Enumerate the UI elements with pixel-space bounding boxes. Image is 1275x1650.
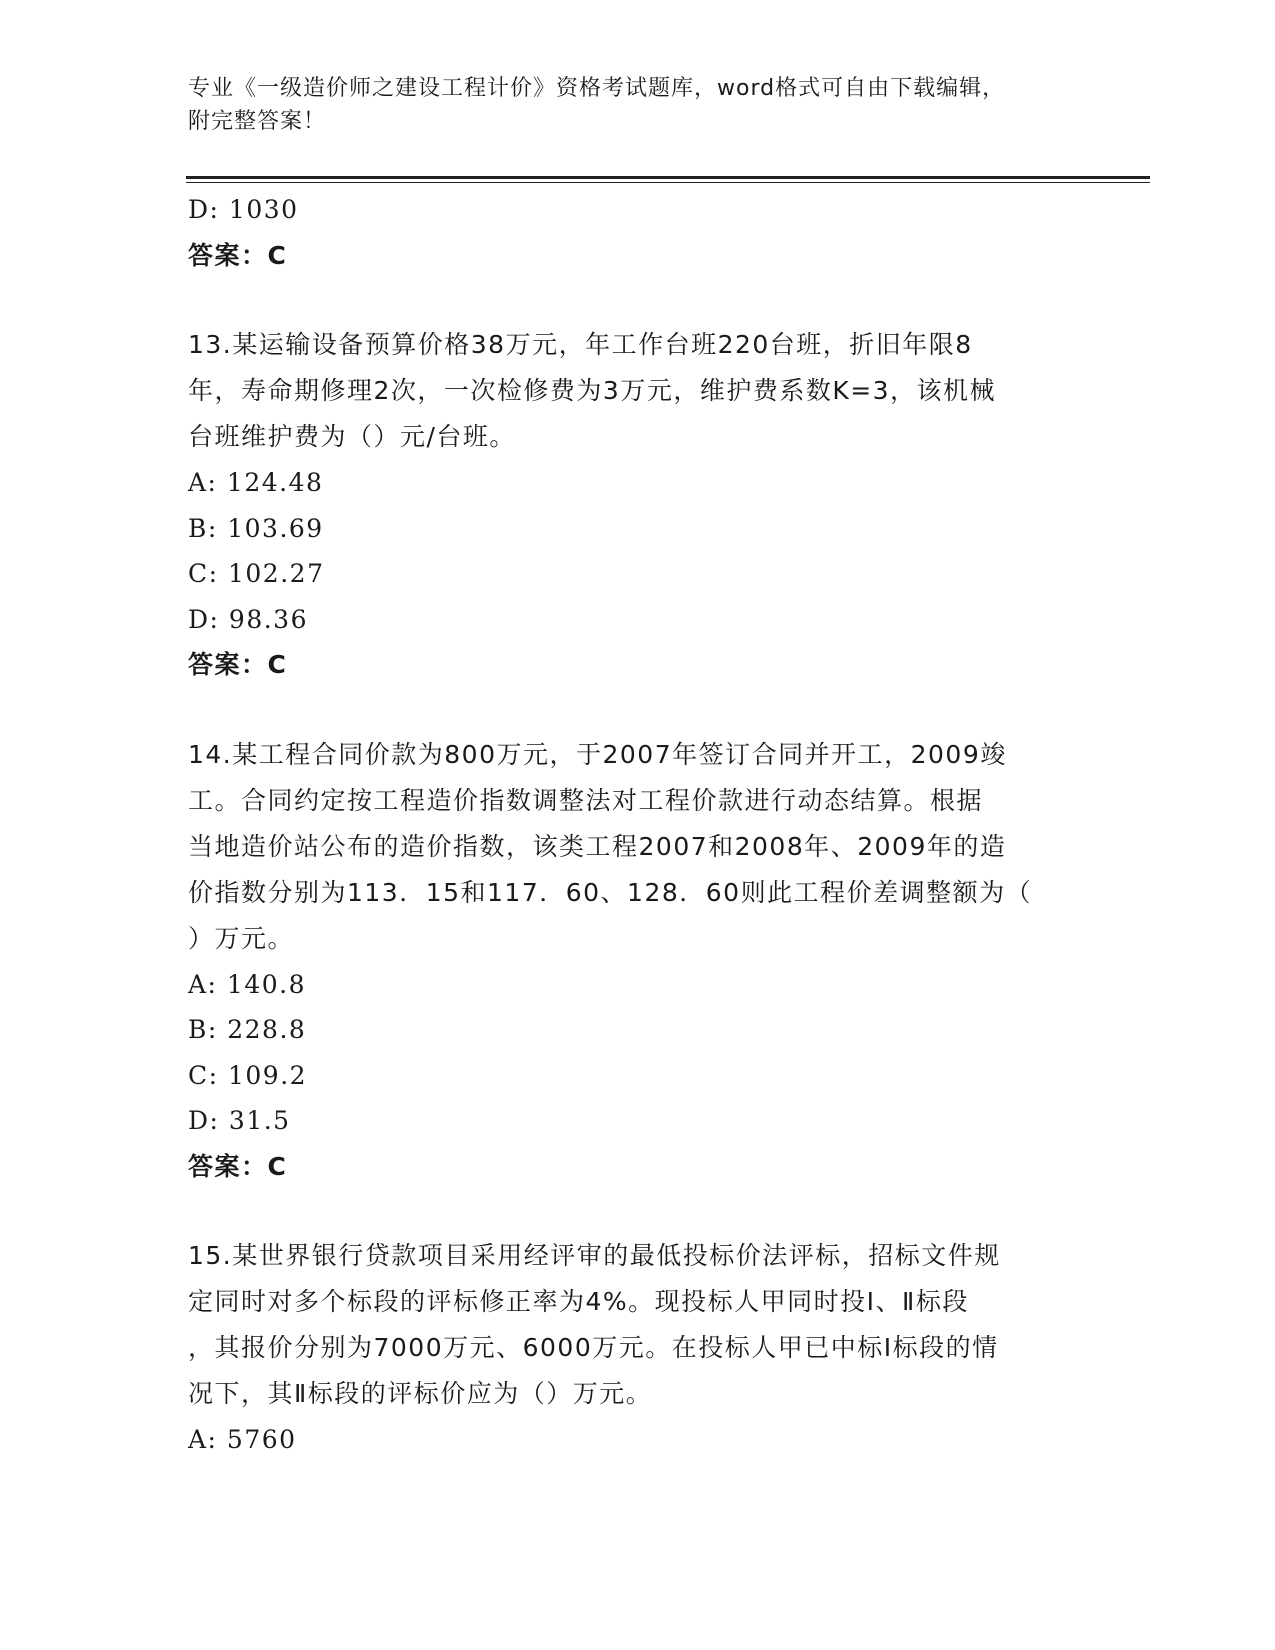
prev-option-d: D: 1030	[188, 195, 299, 224]
question-text-line: 价指数分别为113．15和117．60、128．60则此工程价差调整额为（	[188, 877, 1033, 907]
question-text-line: 当地造价站公布的造价指数，该类工程2007和2008年、2009年的造	[188, 831, 1007, 861]
question-text-line: ，其报价分别为7000万元、6000万元。在投标人甲已中标Ⅰ标段的情	[188, 1333, 999, 1362]
question-text-line: 13.某运输设备预算价格38万元，年工作台班220台班，折旧年限8	[188, 330, 973, 359]
question-text-line: 台班维护费为（）元/台班。	[188, 422, 516, 451]
question-text-line: 况下，其Ⅱ标段的评标价应为（）万元。	[188, 1379, 653, 1408]
option-a: A: 124.48	[188, 468, 324, 497]
option-d: D: 31.5	[188, 1106, 291, 1135]
option-a: A: 140.8	[188, 969, 306, 999]
header-line-1: 专业《一级造价师之建设工程计价》资格考试题库，word格式可自由下载编辑，	[188, 76, 1006, 101]
spacer	[188, 278, 1088, 322]
question-text-line: 工。合同约定按工程造价指数调整法对工程价款进行动态结算。根据	[188, 785, 984, 815]
option-a: A: 5760	[188, 1425, 297, 1454]
option-b: B: 228.8	[188, 1015, 307, 1044]
question-content	[188, 187, 1088, 1463]
option-d: D: 98.36	[188, 604, 308, 634]
answer: 答案：C	[188, 650, 288, 679]
question-15	[188, 1233, 1088, 1463]
header-divider-thin	[186, 182, 1150, 183]
header-line-2: 附完整答案！	[188, 109, 327, 134]
answer: 答案：C	[188, 1151, 288, 1181]
question-text-line: 15.某世界银行贷款项目采用经评审的最低投标价法评标，招标文件规	[188, 1241, 1001, 1270]
prev-answer: 答案：C	[188, 240, 288, 270]
option-c: C: 102.27	[188, 559, 325, 588]
question-text-line: ）万元。	[188, 923, 295, 953]
question-13	[188, 322, 1088, 688]
question-14	[188, 732, 1088, 1190]
header-divider-thick	[186, 176, 1150, 179]
page-header	[188, 72, 1088, 138]
question-text-line: 14.某工程合同价款为800万元，于2007年签订合同并开工，2009竣	[188, 739, 1007, 769]
option-b: B: 103.69	[188, 513, 324, 543]
spacer	[188, 688, 1088, 732]
question-text-line: 年，寿命期修理2次，一次检修费为3万元，维护费系数K=3，该机械	[188, 376, 997, 405]
question-text-line: 定同时对多个标段的评标修正率为4%。现投标人甲同时投Ⅰ、Ⅱ标段	[188, 1287, 969, 1316]
option-c: C: 109.2	[188, 1060, 308, 1090]
spacer	[188, 1189, 1088, 1233]
